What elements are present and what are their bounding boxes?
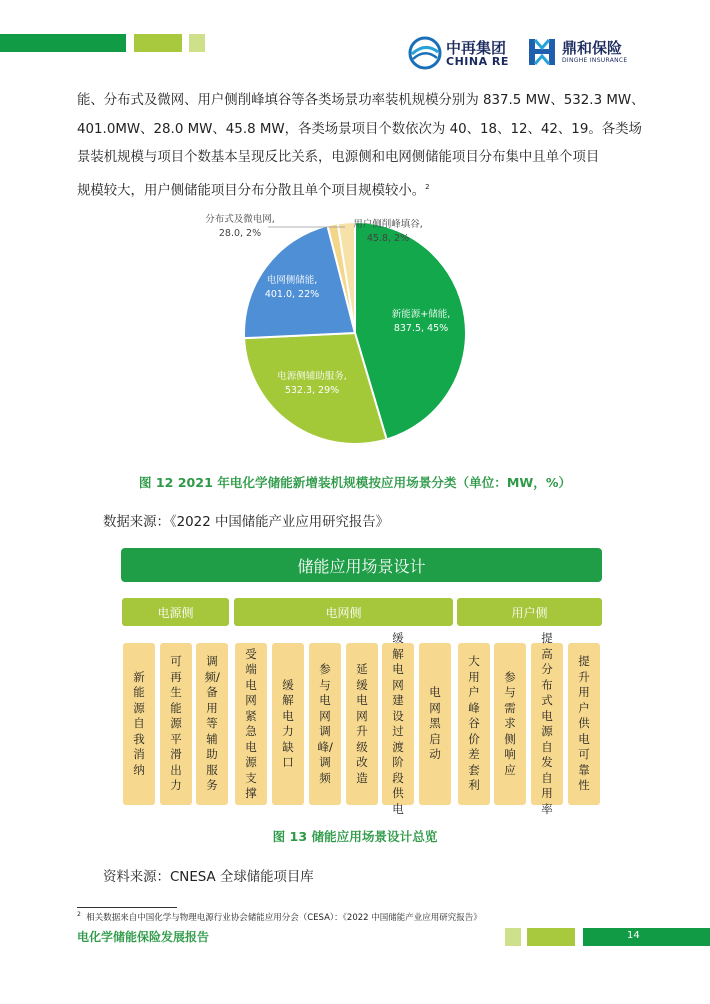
footer-page-bar — [583, 928, 710, 946]
pie-label-power-side: 电源侧辅助服务, 532.3, 29% — [277, 371, 347, 396]
para-line-2: 401.0MW、28.0 MW、45.8 MW，各类场景项目个数依次为 40、18、12、42、19。各类场 — [77, 121, 642, 137]
scenario-card: 调频/备用等辅助服务 — [196, 643, 228, 805]
china-re-name-en: CHINA RE — [446, 55, 509, 68]
scenario-card: 提高分布式电源自发自用率 — [531, 643, 563, 805]
para-line-1: 能、分布式及微网、用户侧削峰填谷等各类场景功率装机规模分别为 837.5 MW、532.3 MW、 — [77, 93, 645, 108]
pie-label-grid-side: 电网侧储能, 401.0, 22% — [264, 275, 320, 300]
scenario-card: 可再生能源平滑出力 — [160, 643, 192, 805]
group-header-grid-side: 电网侧 — [234, 598, 453, 626]
footnote-ref: 2 — [425, 182, 430, 191]
pie-label-new-energy: 新能源+储能, 837.5, 45% — [391, 309, 451, 334]
scenario-card: 大用户峰谷价差套利 — [458, 643, 490, 805]
header-bar-mid — [134, 34, 182, 52]
header-bar-light — [189, 34, 205, 52]
page-number: 14 — [627, 930, 640, 941]
scenario-card: 提升用户供电可靠性 — [568, 643, 600, 805]
scenario-card: 电网黑启动 — [419, 643, 451, 805]
dinghe-name-cn: 鼎和保险 — [562, 39, 623, 57]
footer-report-title: 电化学储能保险发展报告 — [77, 930, 210, 944]
china-re-name-cn: 中再集团 — [446, 39, 507, 57]
dinghe-emblem-icon — [526, 36, 558, 68]
scenario-card: 新能源自我消纳 — [123, 643, 155, 805]
header-bar-dark — [0, 34, 126, 52]
footnote-divider — [77, 907, 177, 908]
china-re-logo — [408, 36, 518, 72]
pie-label-distributed: 分布式及微电网, 28.0, 2% — [205, 214, 275, 239]
scenario-card: 受端电网紧急电源支撑 — [235, 643, 267, 805]
diagram-title: 储能应用场景设计 — [121, 548, 602, 582]
scenario-card: 参与电网调峰/调频 — [309, 643, 341, 805]
figure-13-source: 资料来源：CNESA 全球储能项目库 — [103, 870, 314, 885]
scenario-card: 缓解电网建设过渡阶段供电 — [382, 643, 414, 805]
footnote: $^2$ 相关数据来自中国化学与物理电源行业协会储能应用分会（CESA）：《2022 中国储能产业应用研究报告》 — [77, 911, 482, 923]
dinghe-name-en: DINGHE INSURANCE — [562, 57, 628, 64]
scenario-card: 缓解电力缺口 — [272, 643, 304, 805]
scenario-card: 参与需求侧响应 — [494, 643, 526, 805]
figure-12-caption: 图 12 2021 年电化学储能新增装机规模按应用场景分类（单位：MW，%） — [138, 475, 572, 490]
group-header-power-side: 电源侧 — [122, 598, 229, 626]
footer-bar-light — [505, 928, 521, 946]
footer-bar-mid — [527, 928, 575, 946]
body-paragraph — [77, 87, 657, 205]
figure-12-source: 数据来源：《2022 中国储能产业应用研究报告》 — [103, 515, 390, 530]
figure-13-caption: 图 13 储能应用场景设计总览 — [272, 829, 438, 844]
para-line-3: 景装机规模与项目个数基本呈现反比关系，电源侧和电网侧储能项目分布集中且单个项目 — [77, 150, 600, 165]
china-re-emblem-icon — [408, 36, 442, 70]
scenario-card: 延缓电网升级改造 — [346, 643, 378, 805]
dinghe-logo — [526, 36, 646, 72]
para-line-4: 规模较大，用户侧储能项目分布分散且单个项目规模较小。$^2$ — [77, 182, 430, 198]
group-header-user-side: 用户侧 — [457, 598, 602, 626]
pie-label-user-side: 用户侧削峰填谷, 45.8, 2% — [353, 219, 423, 244]
